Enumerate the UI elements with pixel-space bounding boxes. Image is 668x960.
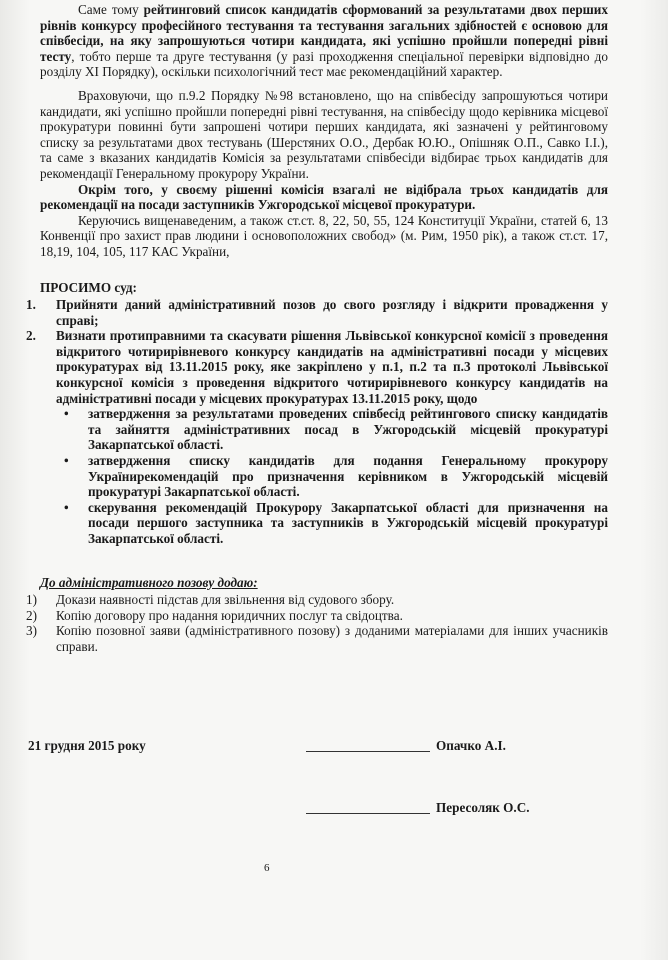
request-item [26,297,608,328]
request-list [26,297,608,406]
bullet-text: скерування рекомендацій Прокурору Закарпатської області для призначення на посади першого заступника та заступників в Ужгородській місцевій прокуратурі Закарпатської області. [88,499,608,546]
attachments-list [26,592,608,654]
attachment-text: Копію договору про надання юридичних послуг та свідоцтва. [56,607,403,623]
bullet-icon: • [64,406,69,422]
attachment-number: 2) [26,607,37,623]
request-bullet-item [40,500,608,547]
request-heading: ПРОСИМО суд: [40,279,137,295]
bullet-text: затвердження за результатами проведених співбесід рейтингового списку кандидатів та зайняття адміністративних посад в Ужгородській місцевій прокуратурі Закарпатської області. [88,406,608,453]
bullet-text: затвердження списку кандидатів для подання Генеральному прокурору Українирекомендацій про призначення керівником в Ужгородській місцевій прокуратурі Закарпатської області. [88,453,608,500]
attachment-number: 1) [26,592,37,608]
paragraph-text: Саме тому [78,2,144,17]
request-item-number: 2. [26,328,36,344]
document-body [26,2,609,655]
paragraph-bold-text: рейтинговий список кандидатів сформований за результатами двох перших рівнів конкурсу професійного тестування та тестування загальних здібностей є основою для співбесіди, на яку запрошуються чотири кандидата, які успішно пройшли попередні рівні тесту [40,2,609,64]
paragraph-text: , тобто перше та друге тестування (у разі проходження спеціальної перевірки відповідно до розділу XI Порядку), оскільки психологічний тест має рекомендаційний характер. [40,48,608,80]
attachment-item [26,607,608,624]
attachment-item [26,623,608,654]
paragraph-bold-text: Окрім того, у своєму рішенні комісія взагалі не відібрала трьох кандидатів для рекомендації на посади заступників Ужгородської місцевої прокуратури. [40,181,608,213]
paragraph-moreover [40,182,608,213]
request-item [26,328,608,406]
paragraph-rating-list [40,2,608,80]
document-date: 21 грудня 2015 року [28,738,146,753]
request-bullet-item [40,453,608,500]
attachment-text: Докази наявності підстав для звільнення від судового збору. [56,592,395,608]
attachment-number: 3) [26,623,37,639]
bullet-icon: • [64,499,69,515]
request-bullet-item [40,406,608,453]
signature-line [306,813,430,814]
request-bullet-list [40,406,608,546]
attachment-text: Копію позовної заяви (адміністративного позову) з доданими матеріалами для інших учасників справи. [56,623,608,654]
signature-line [306,751,430,752]
paragraph-guided: Керуючись вищенаведеним, а також ст.ст. 8, 22, 50, 55, 124 Конституції України, статей 6, 13 Конвенції про захист прав людини і основоположних свобод» (м. Рим, 1950 рік), а також ст.ст. 17, 18,19, 104, 105, 117 КАС України, [40,212,608,259]
signer-name: Пересоляк О.С. [436,800,530,815]
request-item-text: Прийняти даний адміністративний позов до свого розгляду і відкрити провадження у справі; [56,297,608,328]
request-item-text: Визнати протиправними та скасувати рішення Львівської конкурсної комісії з проведення відкритого чотирирівневого конкурсу кандидатів на адміністративні посади у місцевих прокуратурах від 13.11.2015 року, яке закріплено у п.1, п.2 та п.3 протоколі Львівської конкурсної комісія з проведення відкритого чотирирівневого конкурсу кандидатів на адміністративні посади у місцевих прокуратурах 13.11.2015 року, щодо [56,328,608,406]
bullet-icon: • [64,453,69,469]
attachments-heading: До адміністративного позову додаю: [40,574,258,590]
signer-name: Опачко А.І. [436,738,506,753]
attachment-item [26,592,608,608]
signature-row-1 [28,738,588,756]
signature-row-2 [28,800,588,818]
paragraph-considering: Враховуючи, що п.9.2 Порядку №98 встановлено, що на співбесіду запрошуються чотири кандидати, які успішно пройшли попередні рівні тестування, на співбесіду щодо керівника місцевої прокуратури повинні бути запрошені чотири перших кандидата, які зазначені у рейтинговому списку за результатами двох тестувань (Шерстяних О.О., Дербак Ю.Ю., Опішняк О.П., Савко І.І.), та саме з вказаних кандидатів Комісія за результатами співбесіди відбирає трьох кандидатів для рекомендації Генеральному прокурору України. [40,87,608,181]
page-number: 6 [264,862,270,874]
request-item-number: 1. [26,297,36,313]
